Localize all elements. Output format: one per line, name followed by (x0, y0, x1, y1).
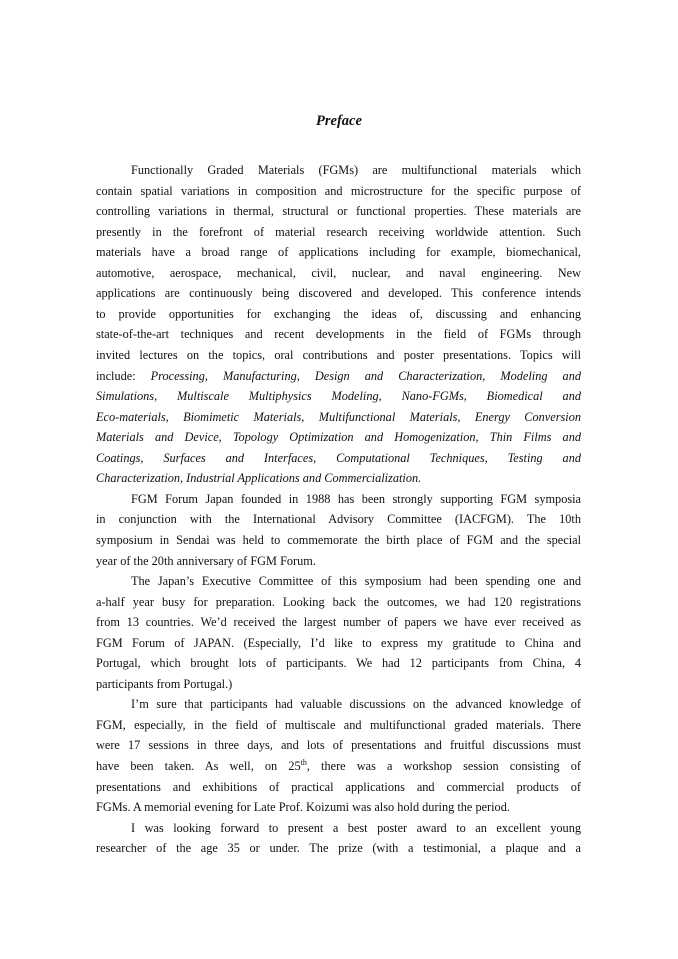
text-line (96, 717, 581, 734)
text-run: I’m sure that participants had valuable discussions on the advanced knowledge of (131, 697, 581, 712)
text-run: The Japan’s Executive Committee of this symposium had been spending one and (131, 574, 581, 588)
text-run: Portugal, which brought lots of participants. We had 12 participants from China, 4 (96, 656, 581, 671)
text-run: researcher of the age 35 or under. The prize (with a testimonial, a plaque and a (96, 841, 581, 856)
text-line (96, 614, 581, 631)
text-run: FGM Forum of JAPAN. (Especially, I’d like to express my gratitude to China and (96, 635, 581, 650)
text-line (96, 285, 581, 302)
text-line (96, 758, 581, 775)
text-run: have been taken. As well, on 25 (96, 759, 301, 773)
italic-text-run: Eco-materials, Biomimetic Materials, Multifunctional Materials, Energy Conversion (96, 409, 581, 424)
text-line (96, 840, 581, 857)
text-line (96, 429, 581, 446)
text-line (96, 224, 581, 241)
superscript: th (300, 758, 307, 767)
text-line (96, 306, 581, 323)
text-run: contain spatial variations in composition and microstructure for the specific purpose of (96, 183, 581, 198)
text-run: Functionally Graded Materials (FGMs) are multifunctional materials which (131, 163, 581, 177)
text-line (96, 347, 581, 364)
text-run: include: (96, 368, 151, 383)
text-run: presentations and exhibitions of practical applications and commercial products of (96, 779, 581, 794)
text-line (96, 409, 581, 426)
italic-text-run: Materials and Device, Topology Optimization and Homogenization, Thin Films and (96, 430, 581, 445)
italic-text-run: Processing, Manufacturing, Design and Characterization, Modeling and (150, 368, 581, 383)
text-line (96, 594, 581, 611)
text-line (96, 532, 581, 549)
text-line (131, 696, 581, 713)
text-run: presently in the forefront of material research receiving worldwide attention. Such (96, 224, 581, 239)
text-line (96, 655, 581, 672)
text-run: FGM Forum Japan founded in 1988 has been strongly supporting FGM symposia (131, 491, 581, 506)
text-line (96, 511, 581, 528)
text-line (96, 450, 581, 467)
text-line (131, 820, 581, 837)
text-line (96, 676, 581, 693)
text-line (96, 470, 581, 487)
text-line (96, 183, 581, 200)
text-run: automotive, aerospace, mechanical, civil, nuclear, and naval engineering. New (96, 265, 581, 280)
text-run: applications are continuously being discovered and developed. This conference intends (96, 286, 581, 301)
text-line (96, 737, 581, 754)
text-line (131, 573, 581, 590)
italic-text-run: Simulations, Multiscale Multiphysics Modeling, Nano-FGMs, Biomedical and (96, 389, 581, 404)
text-run: symposium in Sendai was held to commemorate the birth place of FGM and the special (96, 532, 581, 547)
text-line (96, 388, 581, 405)
text-run: state-of-the-art techniques and recent developments in the field of FGMs through (96, 327, 581, 342)
text-line (96, 265, 581, 282)
text-run: from 13 countries. We’d received the largest number of papers we have ever received as (96, 615, 581, 630)
text-run: were 17 sessions in three days, and lots of presentations and fruitful discussions must (96, 738, 581, 753)
page-title: Preface (316, 113, 362, 129)
text-run: in conjunction with the International Advisory Committee (IACFGM). The 10th (96, 512, 581, 527)
text-run: invited lectures on the topics, oral contributions and poster presentations. Topics will (96, 348, 581, 362)
text-run: FGM, especially, in the field of multiscale and multifunctional graded materials. There (96, 717, 581, 732)
text-line (96, 635, 581, 652)
text-line (96, 553, 581, 570)
text-run: a-half year busy for preparation. Looking back the outcomes, we had 120 registrations (96, 594, 581, 609)
text-line (131, 162, 581, 179)
text-line (131, 491, 581, 508)
text-line (96, 244, 581, 261)
text-run: controlling variations in thermal, structural or functional properties. These materials are (96, 204, 581, 219)
text-line (96, 203, 581, 220)
text-line (96, 326, 581, 343)
text-line (96, 779, 581, 796)
text-run: year of the 20th anniversary of FGM Forum. (96, 553, 316, 568)
text-run: I was looking forward to present a best poster award to an excellent young (131, 820, 581, 835)
text-run: participants from Portugal.) (96, 676, 233, 691)
text-run: materials have a broad range of applications including for example, biomechanical, (96, 245, 581, 260)
text-run: to provide opportunities for exchanging the ideas of, discussing and enhancing (96, 306, 581, 321)
italic-text-run: Characterization, Industrial Applications and Commercialization. (96, 471, 422, 486)
text-run: FGMs. A memorial evening for Late Prof. Koizumi was also hold during the period. (96, 800, 510, 815)
text-line (96, 368, 581, 385)
text-run: , there was a workshop session consisting of (306, 759, 582, 773)
italic-text-run: Coatings, Surfaces and Interfaces, Computational Techniques, Testing and (96, 450, 581, 465)
text-line (96, 799, 581, 816)
